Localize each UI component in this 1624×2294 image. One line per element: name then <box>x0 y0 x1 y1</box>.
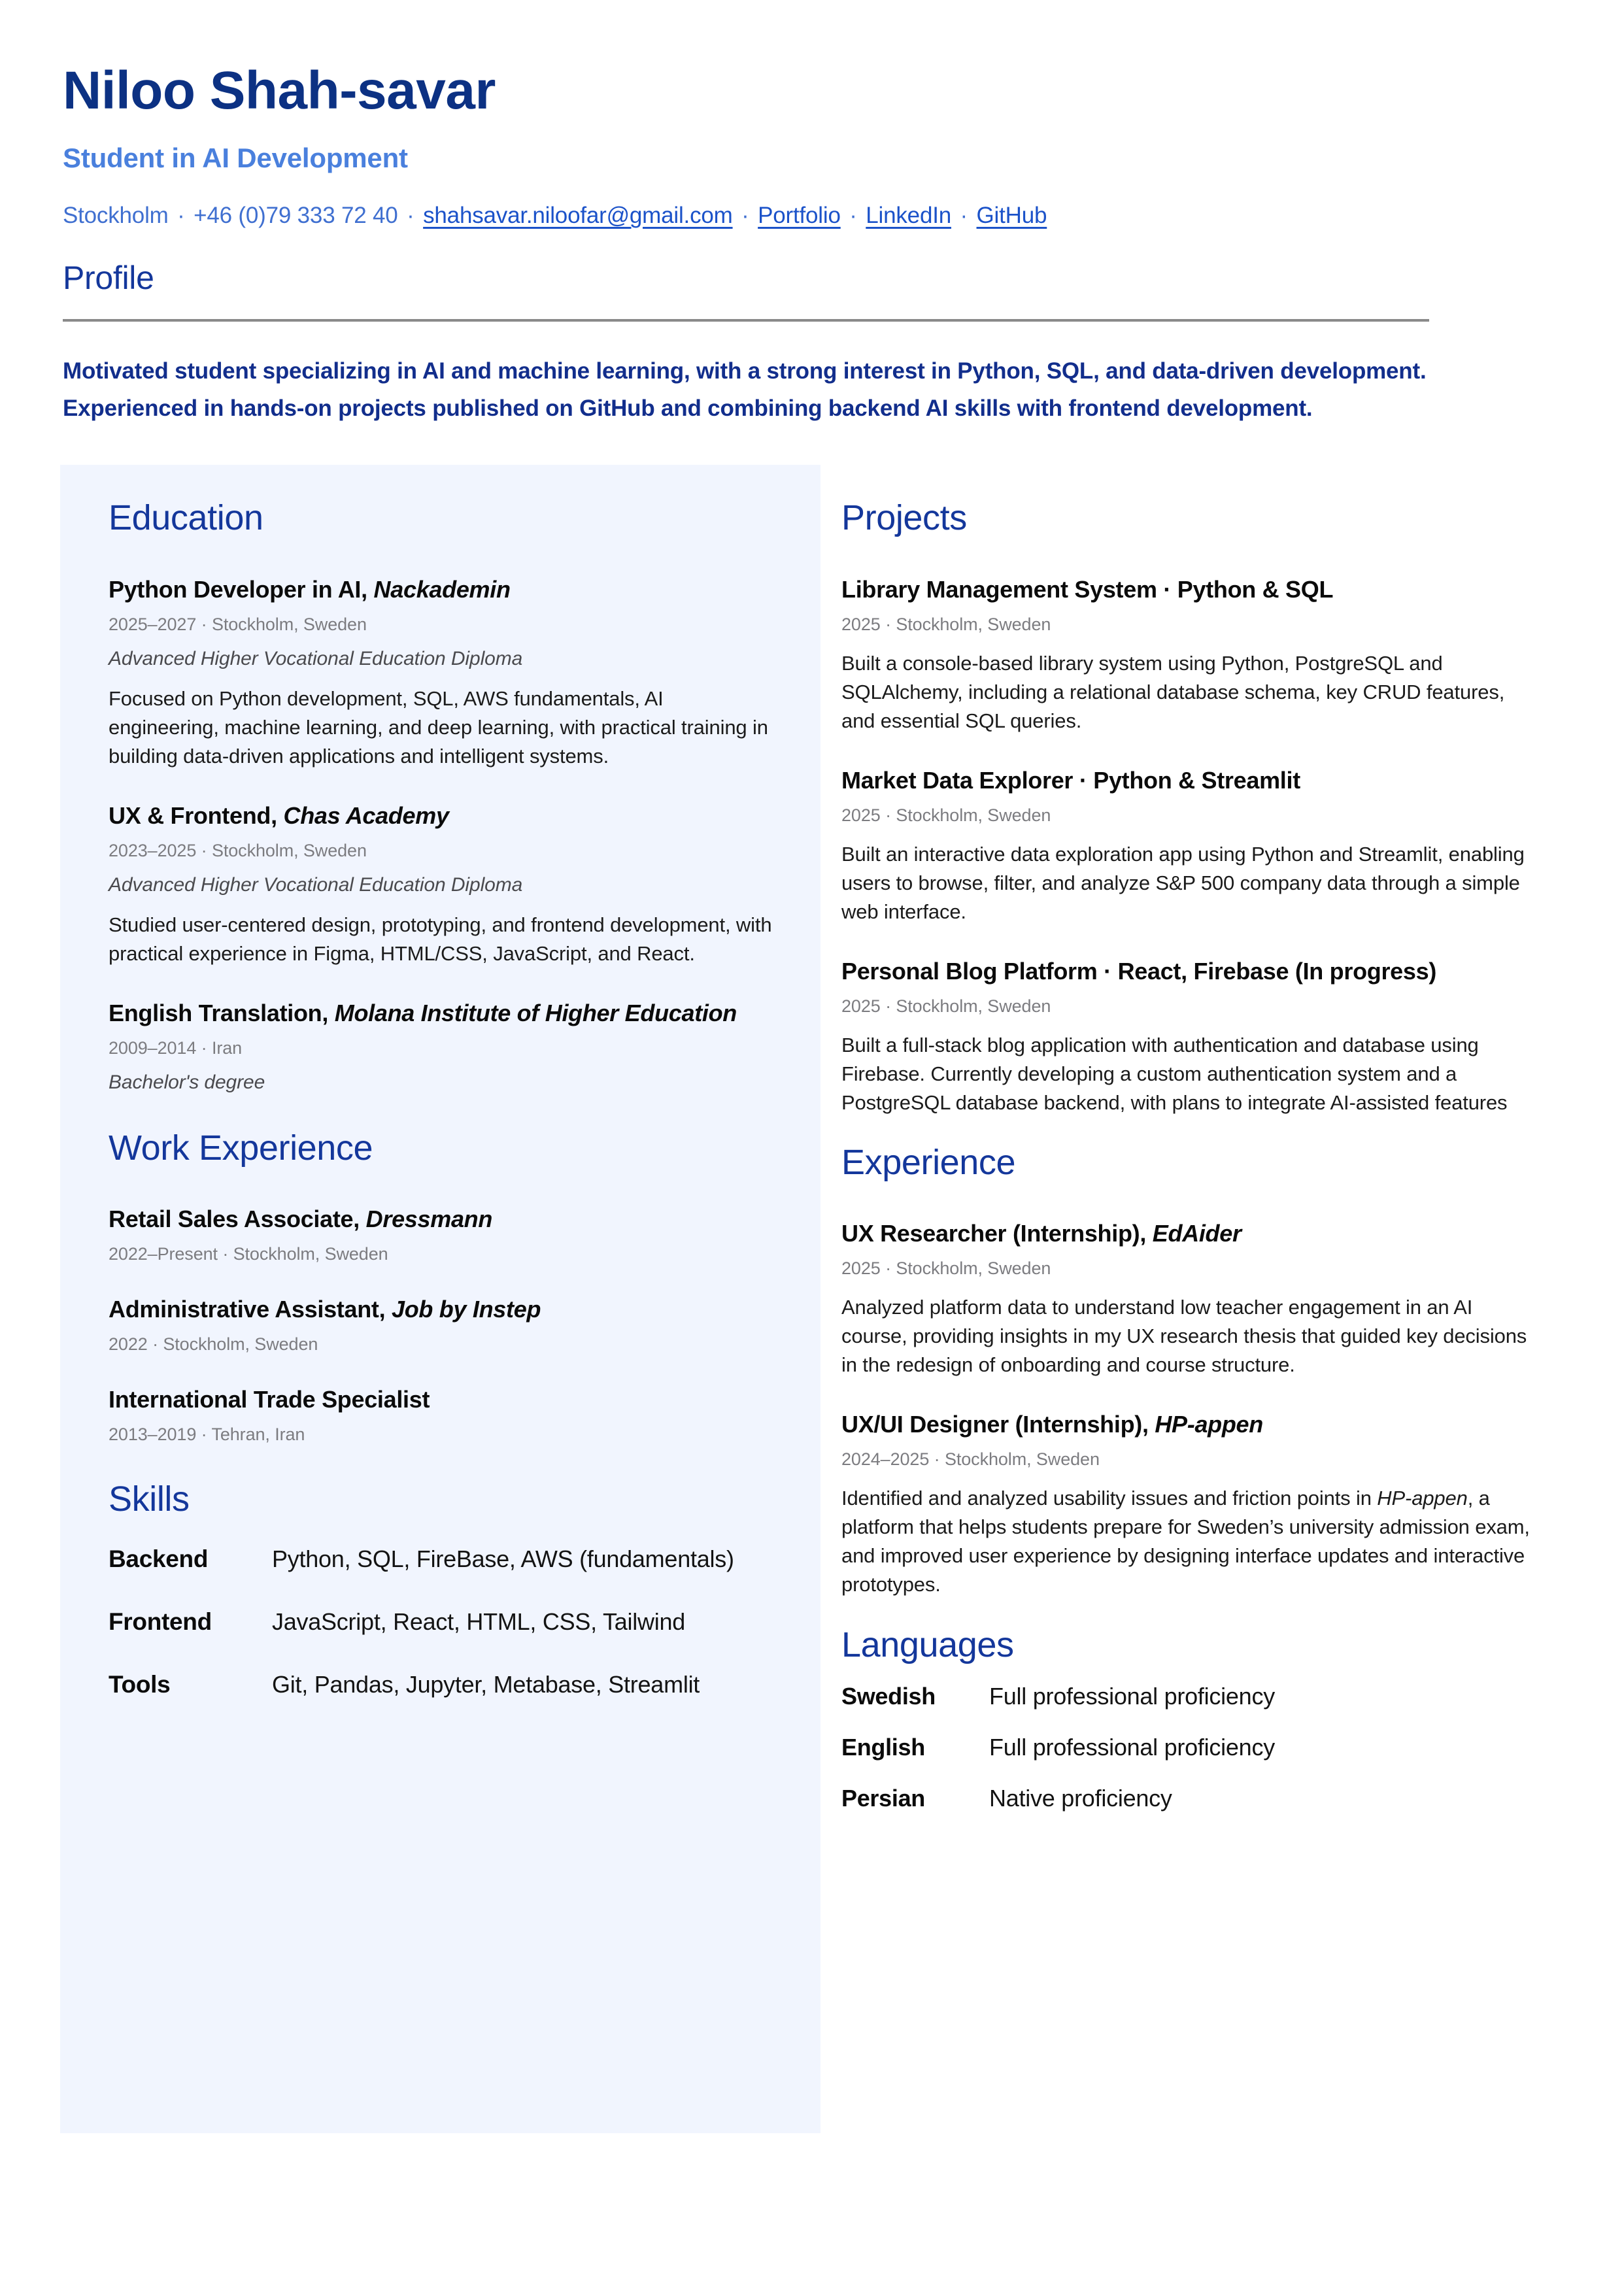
education-entry-meta: 2025–2027 · Stockholm, Sweden <box>109 614 367 634</box>
education-entry-role: UX & Frontend, <box>109 801 277 829</box>
github-link[interactable]: GitHub <box>976 203 1047 229</box>
education-entry-org: Nackademin <box>373 575 511 603</box>
experience-entry-title <box>841 1409 1534 1439</box>
work-entry-title <box>109 1385 779 1414</box>
work-entry-title <box>109 1204 779 1234</box>
profile-heading: Profile <box>63 260 154 297</box>
work-entry-meta: 2022–Present · Stockholm, Sweden <box>109 1244 388 1264</box>
contact-separator-3: · <box>741 203 749 229</box>
project-entry-title: Personal Blog Platform · React, Firebase (In progress) <box>841 957 1437 985</box>
contact-location: Stockholm <box>63 203 169 229</box>
languages-table <box>841 1683 1534 1812</box>
profile-divider <box>63 319 1429 322</box>
education-entry <box>109 575 779 771</box>
experience-entry-org: HP-appen <box>1155 1411 1263 1438</box>
skills-row-label: Frontend <box>109 1608 212 1635</box>
contact-separator-4: · <box>849 203 857 229</box>
education-entry-description: Studied user-centered design, prototyping, and frontend development, with practical experience in Figma, HTML/CSS, JavaScript, and React. <box>109 913 772 965</box>
language-name: Persian <box>841 1784 925 1812</box>
resume-body <box>0 465 1624 2133</box>
contact-phone: +46 (0)79 333 72 40 <box>194 203 398 229</box>
work-entry-title <box>109 1294 779 1324</box>
skills-row <box>109 1608 779 1636</box>
language-row <box>841 1785 1534 1812</box>
experience-entry-role: UX/UI Designer (Internship), <box>841 1411 1149 1438</box>
experience-description-part-1: Identified and analyzed usability issues and friction points in <box>841 1487 1378 1510</box>
education-entry-degree: Advanced Higher Vocational Education Diploma <box>109 873 523 896</box>
work-entry-meta: 2013–2019 · Tehran, Iran <box>109 1425 305 1445</box>
project-entry-meta: 2025 · Stockholm, Sweden <box>841 805 1051 825</box>
resume-header <box>0 0 1624 229</box>
languages-heading: Languages <box>841 1625 1014 1664</box>
skills-table <box>109 1545 779 1698</box>
work-entry-org: Job by Instep <box>392 1296 541 1323</box>
language-proficiency: Full professional proficiency <box>989 1682 1275 1710</box>
experience-description-emphasis: HP-appen <box>1377 1487 1468 1510</box>
skills-row-label: Backend <box>109 1545 209 1572</box>
linkedin-link[interactable]: LinkedIn <box>866 203 951 229</box>
education-entry-role: Python Developer in AI, <box>109 575 367 603</box>
language-row <box>841 1734 1534 1761</box>
education-entry-role: English Translation, <box>109 999 329 1026</box>
skills-row-value: Git, Pandas, Jupyter, Metabase, Streamlit <box>272 1670 700 1698</box>
language-row <box>841 1683 1534 1710</box>
experience-entry-description: Analyzed platform data to understand low teacher engagement in an AI course, providing insights in my UX research thesis that guided key decisions in the redesign of onboarding and course structure. <box>841 1296 1527 1377</box>
language-proficiency: Native proficiency <box>989 1784 1172 1812</box>
education-entry-title <box>109 801 779 830</box>
project-entry-description: Built a console-based library system using Python, PostgreSQL and SQLAlchemy, including a relational database schema, key CRUD features, and essential SQL queries. <box>841 651 1505 732</box>
project-entry-meta: 2025 · Stockholm, Sweden <box>841 996 1051 1016</box>
education-entry <box>109 801 779 968</box>
work-entry <box>109 1204 779 1264</box>
education-heading: Education <box>109 498 263 538</box>
skills-row-value: JavaScript, React, HTML, CSS, Tailwind <box>272 1608 686 1635</box>
experience-entry-title <box>841 1219 1534 1248</box>
education-entry-degree: Advanced Higher Vocational Education Diploma <box>109 647 523 669</box>
contact-line <box>63 203 1624 229</box>
education-entry-description: Focused on Python development, SQL, AWS fundamentals, AI engineering, machine learning, and deep learning, with practical training in building data-driven applications and intelligent systems. <box>109 686 768 767</box>
experience-entry <box>841 1219 1534 1379</box>
language-proficiency: Full professional proficiency <box>989 1733 1275 1761</box>
project-entry-title: Market Data Explorer · Python & Streamlit <box>841 766 1300 794</box>
project-entry-description: Built a full-stack blog application with authentication and database using Firebase. Currently developing a custom authentication system and a PostgreSQL database backend, with plans to integrate AI-assisted features <box>841 1033 1508 1114</box>
experience-entry <box>841 1409 1534 1599</box>
project-entry <box>841 766 1534 926</box>
experience-entry-description <box>841 1484 1534 1599</box>
language-name: Swedish <box>841 1682 936 1710</box>
project-entry-meta: 2025 · Stockholm, Sweden <box>841 614 1051 634</box>
work-entry-role: Retail Sales Associate, <box>109 1206 360 1233</box>
skills-heading: Skills <box>109 1479 190 1519</box>
contact-separator-1: · <box>177 203 185 229</box>
experience-entry-org: EdAider <box>1152 1220 1242 1247</box>
skills-row-value: Python, SQL, FireBase, AWS (fundamentals) <box>272 1545 734 1572</box>
portfolio-link[interactable]: Portfolio <box>758 203 841 229</box>
education-entry-org: Molana Institute of Higher Education <box>334 999 737 1026</box>
section-spacer <box>109 1094 779 1129</box>
language-name: English <box>841 1733 925 1761</box>
experience-entry-meta: 2025 · Stockholm, Sweden <box>841 1258 1051 1279</box>
experience-heading: Experience <box>841 1143 1016 1182</box>
work-entry <box>109 1385 779 1445</box>
profile-summary-text: Motivated student specializing in AI and machine learning, with a strong interest in Python, SQL, and data-driven development. Experienced in hands-on projects published on GitHub and combining backend AI skills with frontend development. <box>63 358 1427 421</box>
section-spacer <box>109 1445 779 1480</box>
education-entry <box>109 998 779 1094</box>
work-entry-meta: 2022 · Stockholm, Sweden <box>109 1334 318 1355</box>
project-entry <box>841 575 1534 735</box>
profile-section <box>0 259 1624 427</box>
section-spacer <box>841 1117 1534 1143</box>
project-entry-description: Built an interactive data exploration app using Python and Streamlit, enabling users to browse, filter, and analyze S&P 500 company data through a simple web interface. <box>841 842 1525 923</box>
experience-description-part-2: , a platform that helps students prepare for Sweden’s university admission exam, and improved user experience by designing interface updates and interactive prototypes. <box>841 1487 1530 1596</box>
contact-separator-5: · <box>960 203 968 229</box>
education-entry-title <box>109 575 779 604</box>
work-entry-role: Administrative Assistant, <box>109 1296 386 1323</box>
right-column <box>841 465 1534 1835</box>
work-entry-org: Dressmann <box>365 1206 493 1233</box>
section-spacer <box>841 1600 1534 1626</box>
work-entry-role: International Trade Specialist <box>109 1386 430 1413</box>
skills-row <box>109 1671 779 1698</box>
page-title: Niloo Shah-savar <box>63 61 496 120</box>
education-entry-title <box>109 998 779 1028</box>
project-entry-title: Library Management System · Python & SQL <box>841 575 1334 603</box>
projects-heading: Projects <box>841 498 967 538</box>
education-entry-meta: 2023–2025 · Stockholm, Sweden <box>109 840 367 860</box>
work-entry <box>109 1294 779 1355</box>
headline-subtitle: Student in AI Development <box>63 143 408 174</box>
education-entry-degree: Bachelor's degree <box>109 1071 265 1093</box>
contact-separator-2: · <box>407 203 414 229</box>
experience-entry-meta: 2024–2025 · Stockholm, Sweden <box>841 1449 1100 1470</box>
left-column-panel <box>60 465 820 2133</box>
education-entry-meta: 2009–2014 · Iran <box>109 1037 243 1058</box>
project-entry <box>841 956 1534 1117</box>
experience-entry-role: UX Researcher (Internship), <box>841 1220 1147 1247</box>
contact-email-link[interactable]: shahsavar.niloofar@gmail.com <box>423 203 733 229</box>
skills-row <box>109 1545 779 1573</box>
work-experience-heading: Work Experience <box>109 1128 373 1168</box>
skills-row-label: Tools <box>109 1670 171 1698</box>
education-entry-org: Chas Academy <box>283 801 449 829</box>
